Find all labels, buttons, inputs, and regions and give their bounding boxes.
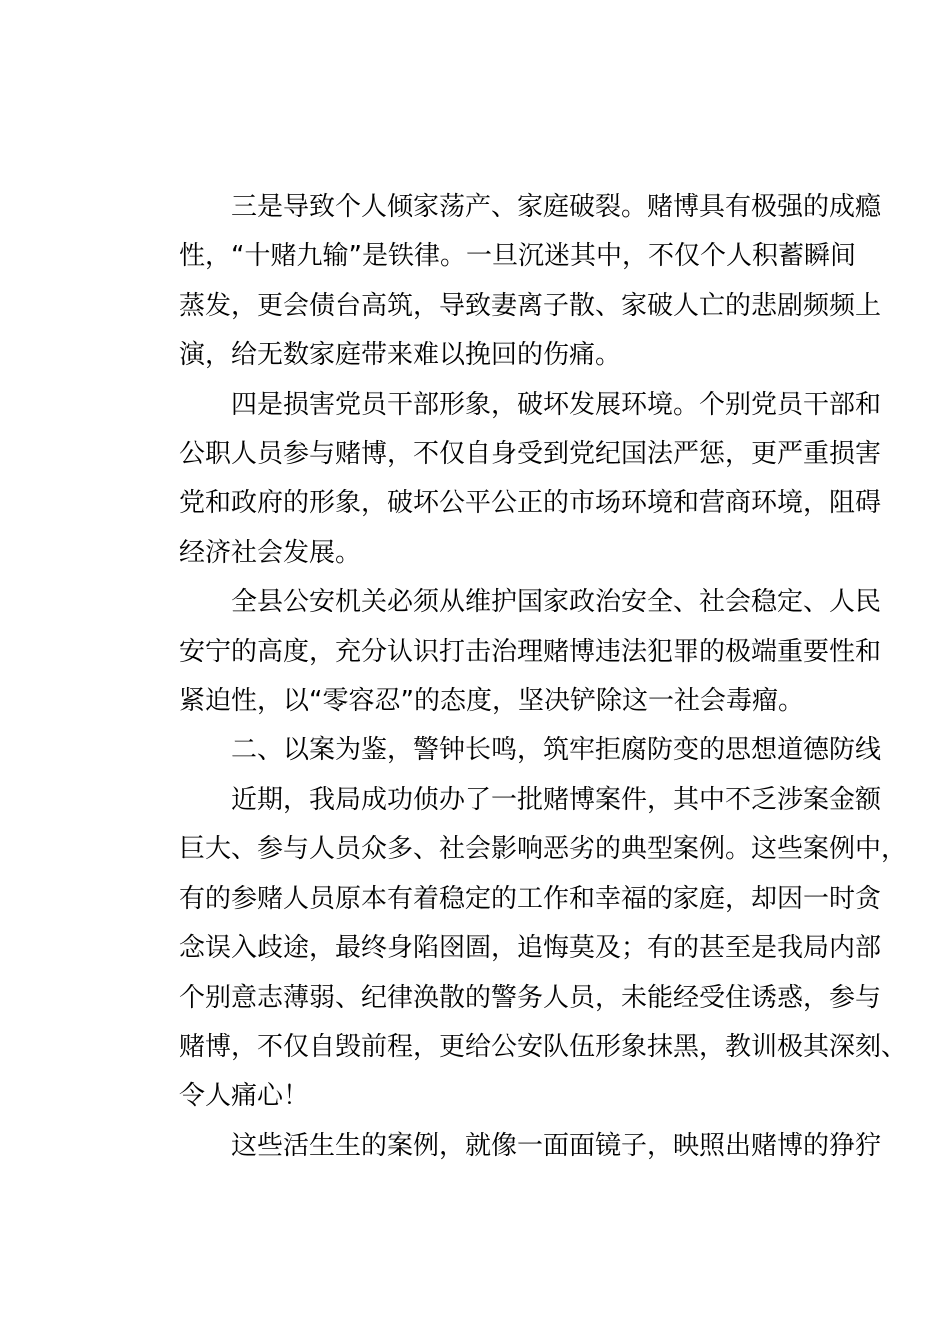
text-line: 个别意志薄弱、纪律涣散的警务人员，未能经受住诱惑，参与 <box>179 982 882 1013</box>
text-line: 四是损害党员干部形象，破坏发展环境。个别党员干部和 <box>231 389 882 420</box>
paragraph-mirror <box>127 1122 882 1171</box>
paragraph-consequence-three <box>127 183 882 381</box>
text-line: 三是导致个人倾家荡产、家庭破裂。赌博具有极强的成瘾 <box>231 192 882 222</box>
text-line: 蒸发，更会债台高筑，导致妻离子散、家破人亡的悲剧频频上 <box>179 290 882 321</box>
paragraph-cases <box>127 776 908 1122</box>
document-body <box>127 183 908 1171</box>
text-line: 全县公安机关必须从维护国家政治安全、社会稳定、人民 <box>231 587 882 618</box>
text-line: 公职人员参与赌博，不仅自身受到党纪国法严惩，更严重损害 <box>179 439 882 470</box>
paragraph-summary <box>127 578 882 726</box>
text-line: 紧迫性，以“零容忍”的态度，坚决铲除这一社会毒瘤。 <box>179 686 804 717</box>
text-line: 演，给无数家庭带来难以挽回的伤痛。 <box>179 340 622 371</box>
section-heading-two <box>127 726 882 775</box>
paragraph-consequence-four <box>127 381 882 579</box>
text-line: 赌博，不仅自毁前程，更给公安队伍形象抹黑，教训极其深刻、 <box>179 1031 908 1062</box>
text-line: 性，“十赌九输”是铁律。一旦沉迷其中，不仅个人积蓄瞬间 <box>179 241 856 272</box>
text-line: 令人痛心！ <box>179 1081 310 1112</box>
text-line: 经济社会发展。 <box>179 537 362 568</box>
text-line: 近期，我局成功侦办了一批赌博案件，其中不乏涉案金额 <box>231 784 882 815</box>
section-heading-text: 二、以案为鉴，警钟长鸣，筑牢拒腐防变的思想道德防线 <box>231 735 882 766</box>
text-line: 这些活生生的案例，就像一面面镜子，映照出赌博的狰狞 <box>231 1130 882 1161</box>
text-line: 念误入歧途，最终身陷囹圄，追悔莫及；有的甚至是我局内部 <box>179 933 882 964</box>
text-line: 有的参赌人员原本有着稳定的工作和幸福的家庭，却因一时贪 <box>179 883 882 914</box>
text-line: 党和政府的形象，破坏公平公正的市场环境和营商环境，阻碍 <box>179 488 882 519</box>
text-line: 安宁的高度，充分认识打击治理赌博违法犯罪的极端重要性和 <box>179 636 882 667</box>
text-line: 巨大、参与人员众多、社会影响恶劣的典型案例。这些案例中， <box>179 834 908 865</box>
